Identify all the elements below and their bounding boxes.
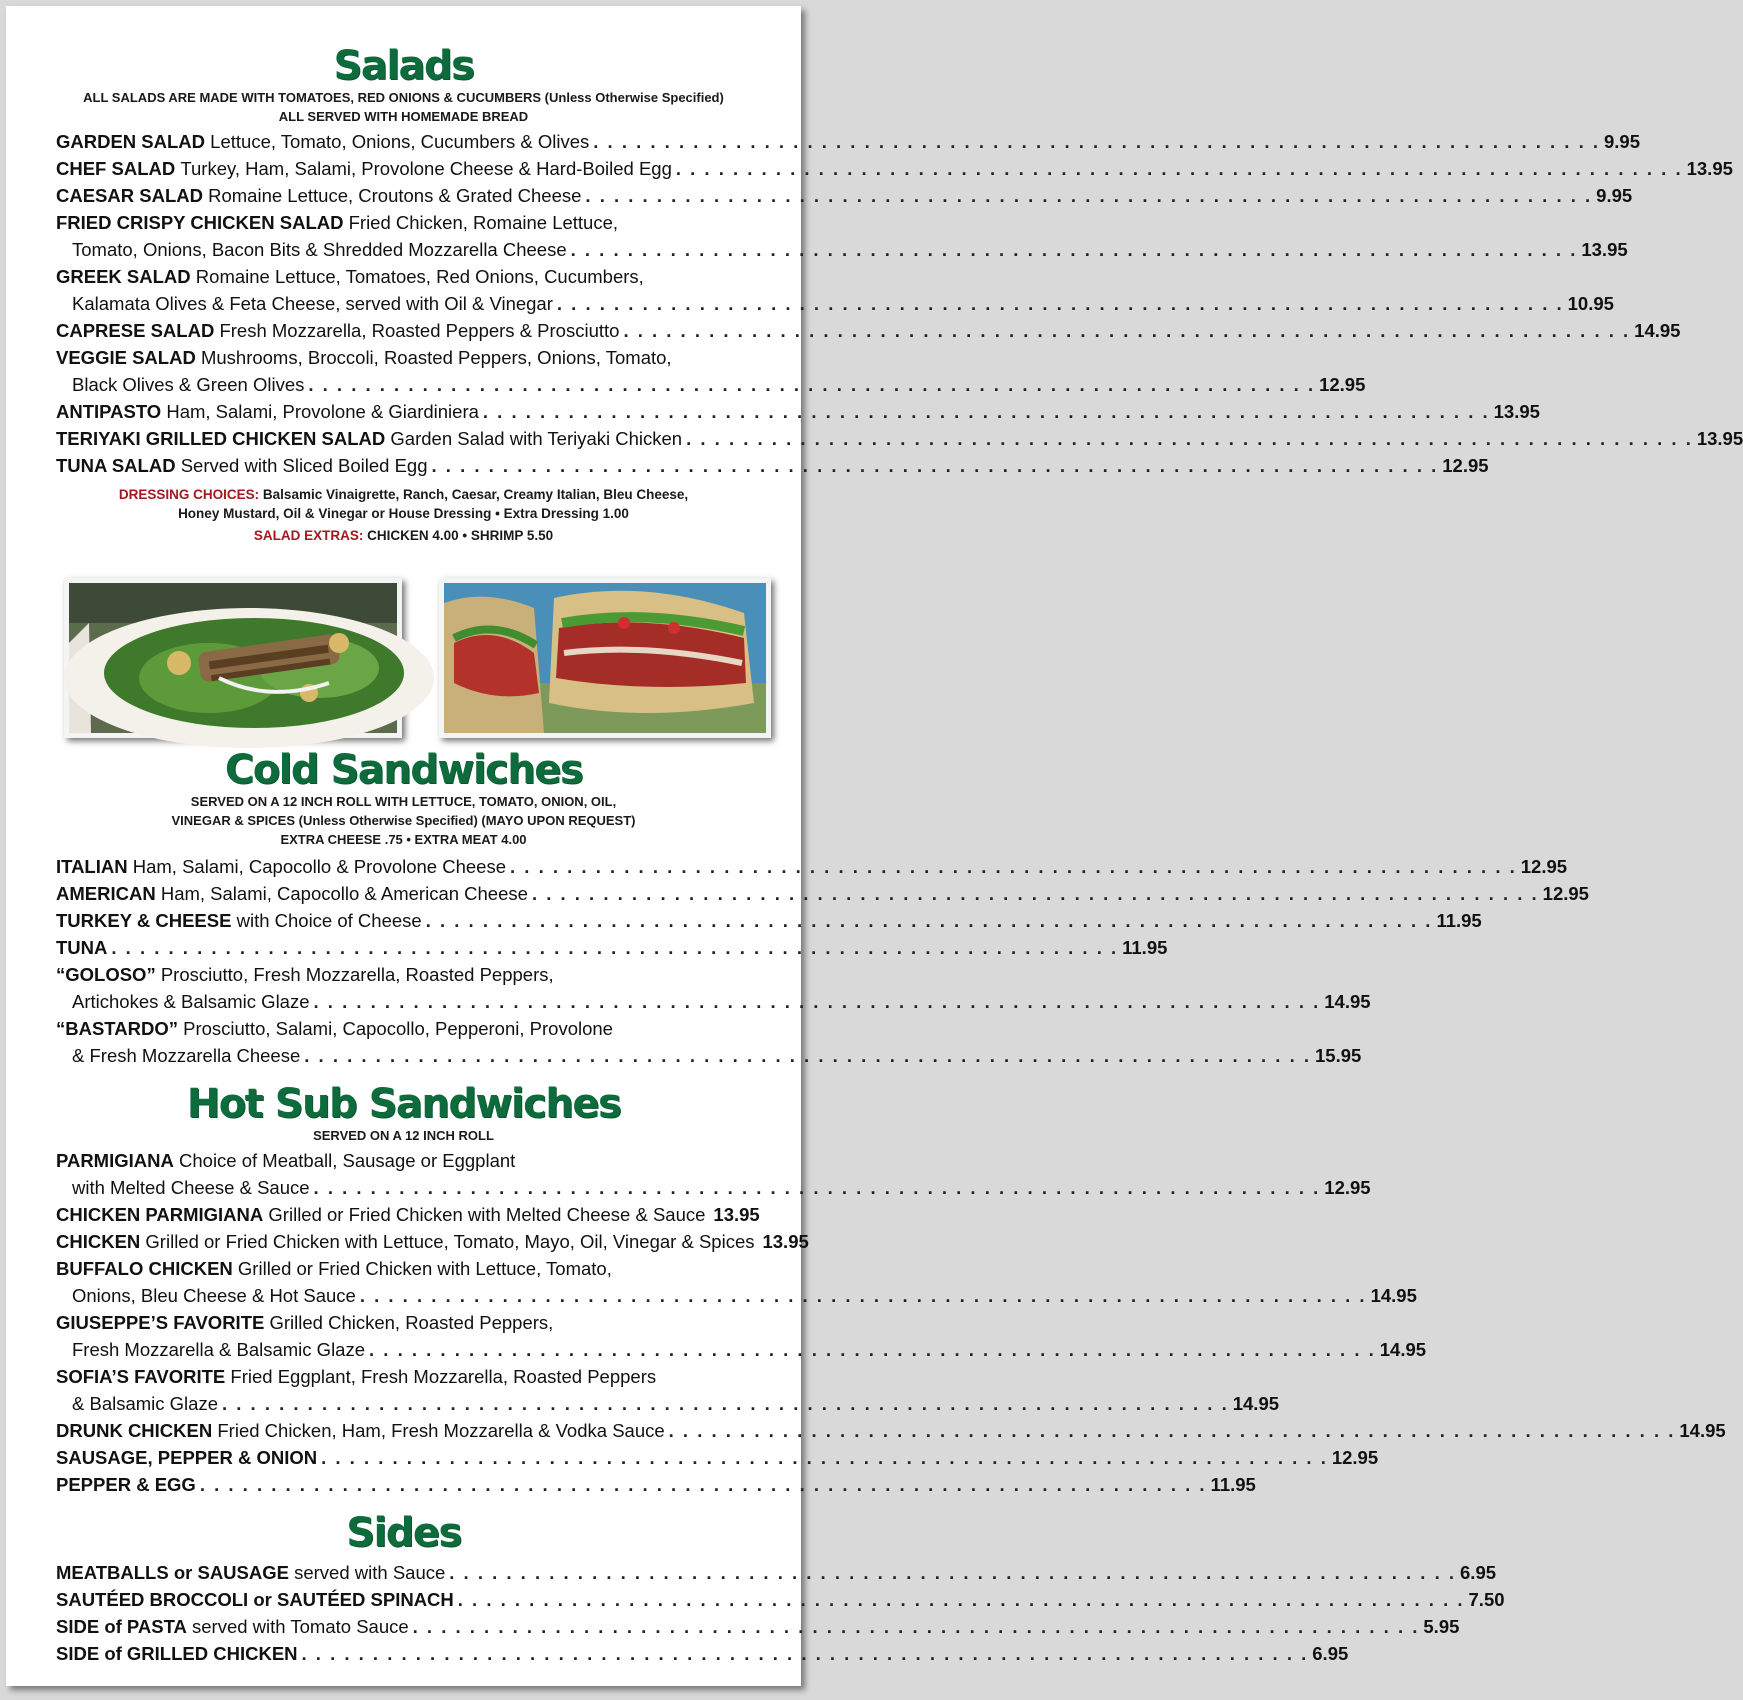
item-name: SIDE of PASTA xyxy=(56,1616,187,1637)
menu-item xyxy=(56,934,1168,961)
salads-section xyxy=(6,43,1743,545)
item-name: CAPRESE SALAD xyxy=(56,320,215,341)
cold-title: Cold Sandwiches xyxy=(224,747,583,793)
dressing-choices-2: Honey Mustard, Oil & Vinegar or House Dressing • Extra Dressing 1.00 xyxy=(178,506,629,521)
menu-item xyxy=(56,155,1733,182)
item-name: GIUSEPPE’S FAVORITE xyxy=(56,1312,265,1333)
dot-leader: . . . . . . . . . . . . . . . . . . . . . . . . . . . . . . . . . . . . . . . . . . . . . . . . . . . . . . . . . . . . . . . . . . . . . . . xyxy=(222,1393,1229,1414)
item-name: SOFIA’S FAVORITE xyxy=(56,1366,226,1387)
menu-item xyxy=(56,452,1489,479)
item-price: 14.95 xyxy=(1232,1393,1280,1414)
menu-item xyxy=(56,907,1482,934)
hot-note-1: SERVED ON A 12 INCH ROLL xyxy=(313,1128,494,1143)
dot-leader: . . . . . . . . . . . . . . . . . . . . . . . . . . . . . . . . . . . . . . . . . . . . . . . . . . . . . . . . . . . . . . . . . . . . . . . xyxy=(199,1474,1207,1495)
item-description: with Choice of Cheese xyxy=(236,910,422,931)
menu-item xyxy=(56,853,1568,880)
item-description: Fried Chicken, Ham, Fresh Mozzarella & Vodka Sauce xyxy=(217,1420,665,1441)
dot-leader: . . . . . . . . . . . . . . . . . . . . . . . . . . . . . . . . . . . . . . . . . . . . . . . . . . . . . . . . . . . . . . . . . . . . . . . xyxy=(449,1562,1457,1583)
menu-item-line xyxy=(56,1417,1726,1444)
menu-item xyxy=(56,1363,1280,1417)
item-description-2: Onions, Bleu Cheese & Hot Sauce xyxy=(72,1285,356,1306)
dressing-choices xyxy=(6,485,801,504)
extras-text: CHICKEN 4.00 • SHRIMP 5.50 xyxy=(367,528,554,543)
menu-item xyxy=(56,425,1743,452)
menu-item-line xyxy=(56,1640,1349,1667)
item-name: BUFFALO CHICKEN xyxy=(56,1258,233,1279)
menu-item xyxy=(56,1613,1460,1640)
dot-leader: . . . . . . . . . . . . . . . . . . . . . . . . . . . . . . . . . . . . . . . . . . . . . . . . . . . . . . . . . . . . . . . . . . . . . . . xyxy=(369,1339,1376,1360)
cold-note-3: EXTRA CHEESE .75 • EXTRA MEAT 4.00 xyxy=(280,832,527,847)
item-price: 14.95 xyxy=(1370,1285,1417,1306)
menu-item-line xyxy=(56,1147,759,1174)
item-price: 14.95 xyxy=(1324,991,1371,1012)
menu-item xyxy=(56,880,1589,907)
item-description-2: Tomato, Onions, Bacon Bits & Shredded Mozzarella Cheese xyxy=(72,239,567,260)
item-price: 5.95 xyxy=(1423,1616,1460,1637)
dot-leader: . . . . . . . . . . . . . . . . . . . . . . . . . . . . . . . . . . . . . . . . . . . . . . . . . . . . . . . . . . . . . . . . . . . . . . . xyxy=(623,320,1631,341)
item-description: Grilled Chicken, Roasted Peppers, xyxy=(269,1312,554,1333)
dot-leader: . . . . . . . . . . . . . . . . . . . . . . . . . . . . . . . . . . . . . . . . . . . . . . . . . . . . . . . . . . . . . . . . . . . . . . . xyxy=(111,937,1119,958)
menu-item-line xyxy=(56,1363,759,1390)
item-price: 13.95 xyxy=(762,1231,809,1252)
item-name: PEPPER & EGG xyxy=(56,1474,196,1495)
item-price: 11.95 xyxy=(1436,910,1482,931)
item-description: Choice of Meatball, Sausage or Eggplant xyxy=(179,1150,516,1171)
item-name: SIDE of GRILLED CHICKEN xyxy=(56,1643,298,1664)
menu-item-line-2 xyxy=(56,1282,1417,1309)
salads-note-1: ALL SALADS ARE MADE WITH TOMATOES, RED ONIONS & CUCUMBERS (Unless Otherwise Specified) xyxy=(83,90,724,105)
item-price: 12.95 xyxy=(1324,1177,1371,1198)
dot-leader: . . . . . . . . . . . . . . . . . . . . . . . . . . . . . . . . . . . . . . . . . . . . . . . . . . . . . . . . . . . . . . . . . . . . . . . xyxy=(585,185,1593,206)
item-name: FRIED CRISPY CHICKEN SALAD xyxy=(56,212,344,233)
dot-leader: . . . . . . . . . . . . . . . . . . . . . . . . . . . . . . . . . . . . . . . . . . . . . . . . . . . . . . . . . . . . . . . . . . . . . . . xyxy=(301,1643,1309,1664)
hot-title: Hot Sub Sandwiches xyxy=(186,1081,621,1127)
item-name: DRUNK CHICKEN xyxy=(56,1420,213,1441)
dot-leader: . . . . . . . . . . . . . . . . . . . . . . . . . . . . . . . . . . . . . . . . . . . . . . . . . . . . . . . . . . . . . . . . . . . . . . . xyxy=(412,1616,1420,1637)
item-description-2: & Balsamic Glaze xyxy=(72,1393,218,1414)
menu-item xyxy=(56,1015,1362,1069)
item-name: SAUSAGE, PEPPER & ONION xyxy=(56,1447,318,1468)
item-description: Fresh Mozzarella, Roasted Peppers & Prosciutto xyxy=(219,320,620,341)
item-description-2: with Melted Cheese & Sauce xyxy=(72,1177,310,1198)
dot-leader: . . . . . . . . . . . . . . . . . . . . . . . . . . . . . . . . . . . . . . . . . . . . . . . . . . . . . . . . . . . . . . . . . . . . . . . xyxy=(686,428,1693,449)
menu-item-line xyxy=(56,1201,759,1228)
item-price: 9.95 xyxy=(1604,131,1641,152)
item-name: CHICKEN PARMIGIANA xyxy=(56,1204,264,1225)
item-description-2: Fresh Mozzarella & Balsamic Glaze xyxy=(72,1339,366,1360)
item-description: Romaine Lettuce, Croutons & Grated Cheese xyxy=(208,185,582,206)
sides-section xyxy=(6,1510,1505,1667)
item-description: Turkey, Ham, Salami, Provolone Cheese & Hard-Boiled Egg xyxy=(180,158,672,179)
item-price: 13.95 xyxy=(1581,239,1628,260)
menu-item xyxy=(56,128,1641,155)
menu-item-line xyxy=(56,1613,1460,1640)
item-price: 13.95 xyxy=(1493,401,1540,422)
sandwich-photo xyxy=(439,578,771,738)
menu-item-line xyxy=(56,1228,809,1255)
item-name: SAUTÉED BROCCOLI or SAUTÉED SPINACH xyxy=(56,1589,454,1610)
dot-leader: . . . . . . . . . . . . . . . . . . . . . . . . . . . . . . . . . . . . . . . . . . . . . . . . . . . . . . . . . . . . . . . . . . . . . . . xyxy=(675,158,1683,179)
menu-item xyxy=(56,1640,1349,1667)
item-description: Served with Sliced Boiled Egg xyxy=(180,455,428,476)
item-name: TUNA SALAD xyxy=(56,455,176,476)
item-description: Ham, Salami, Capocollo & Provolone Cheese xyxy=(132,856,507,877)
item-description: Mushrooms, Broccoli, Roasted Peppers, Onions, Tomato, xyxy=(200,347,672,368)
menu-item-line xyxy=(56,317,1681,344)
menu-item xyxy=(56,182,1633,209)
menu-item-line xyxy=(56,1444,1379,1471)
menu-item xyxy=(56,1201,759,1228)
menu-item-line xyxy=(56,452,1489,479)
item-name: CAESAR SALAD xyxy=(56,185,203,206)
item-name: TERIYAKI GRILLED CHICKEN SALAD xyxy=(56,428,386,449)
menu-item-line xyxy=(56,425,1743,452)
item-name: MEATBALLS or SAUSAGE xyxy=(56,1562,289,1583)
menu-item-line-2 xyxy=(56,236,1628,263)
menu-item-line xyxy=(56,1471,1256,1498)
menu-item xyxy=(56,1471,1256,1498)
menu-item-line xyxy=(56,934,1168,961)
cold-sandwiches-section xyxy=(6,747,1589,1069)
salads-list xyxy=(6,128,1743,479)
dot-leader: . . . . . . . . . . . . . . . . . . . . . . . . . . . . . . . . . . . . . . . . . . . . . . . . . . . . . . . . . . . . . . . . . . . . . . . xyxy=(593,131,1600,152)
item-price: 12.95 xyxy=(1520,856,1568,877)
dot-leader: . . . . . . . . . . . . . . . . . . . . . . . . . . . . . . . . . . . . . . . . . . . . . . . . . . . . . . . . . . . . . . . . . . . . . . . xyxy=(313,991,1321,1012)
item-description: Ham, Salami, Capocollo & American Cheese xyxy=(160,883,528,904)
menu-item-line xyxy=(56,1015,759,1042)
menu-item xyxy=(56,263,1614,317)
item-price: 14.95 xyxy=(1379,1339,1427,1360)
menu-item-line xyxy=(56,853,1568,880)
sides-list xyxy=(6,1559,1505,1667)
dot-leader: . . . . . . . . . . . . . . . . . . . . . . . . . . . . . . . . . . . . . . . . . . . . . . . . . . . . . . . . . . . . . . . . . . . . . . . xyxy=(482,401,1490,422)
menu-item-line-2 xyxy=(56,371,1366,398)
menu-item-line xyxy=(56,155,1733,182)
item-description: Grilled or Fried Chicken with Lettuce, Tomato, xyxy=(237,1258,612,1279)
item-name: TURKEY & CHEESE xyxy=(56,910,232,931)
item-price: 11.95 xyxy=(1210,1474,1256,1495)
menu-item-line-2 xyxy=(56,290,1614,317)
dot-leader: . . . . . . . . . . . . . . . . . . . . . . . . . . . . . . . . . . . . . . . . . . . . . . . . . . . . . . . . . . . . . . . . . . . . . . . xyxy=(308,374,1316,395)
item-description-2: Black Olives & Green Olives xyxy=(72,374,305,395)
item-name: CHEF SALAD xyxy=(56,158,176,179)
dot-leader: . . . . . . . . . . . . . . . . . . . . . . . . . . . . . . . . . . . . . . . . . . . . . . . . . . . . . . . . . . . . . . . . . . . . . . . xyxy=(321,1447,1328,1468)
menu-item-line xyxy=(56,961,759,988)
item-price: 13.95 xyxy=(713,1204,760,1225)
item-price: 12.95 xyxy=(1319,374,1366,395)
item-description: served with Sauce xyxy=(294,1562,446,1583)
item-price: 6.95 xyxy=(1312,1643,1349,1664)
item-price: 7.50 xyxy=(1468,1589,1505,1610)
menu-item xyxy=(56,1417,1726,1444)
menu-item xyxy=(56,1147,1371,1201)
hot-list xyxy=(6,1147,1726,1498)
menu-item xyxy=(56,1309,1427,1363)
menu-item xyxy=(56,961,1371,1015)
item-price: 15.95 xyxy=(1315,1045,1362,1066)
dressing-label: DRESSING CHOICES: xyxy=(118,487,260,502)
item-price: 9.95 xyxy=(1596,185,1633,206)
item-price: 12.95 xyxy=(1331,1447,1379,1468)
menu-item xyxy=(56,1559,1497,1586)
cold-list xyxy=(6,853,1589,1069)
item-description: Ham, Salami, Provolone & Giardiniera xyxy=(166,401,479,422)
menu-item-line xyxy=(56,209,759,236)
item-name: VEGGIE SALAD xyxy=(56,347,196,368)
salads-title: Salads xyxy=(333,43,474,89)
item-price: 11.95 xyxy=(1122,937,1168,958)
hot-sandwiches-section xyxy=(6,1081,1726,1498)
item-description: Garden Salad with Teriyaki Chicken xyxy=(390,428,683,449)
dot-leader: . . . . . . . . . . . . . . . . . . . . . . . . . . . . . . . . . . . . . . . . . . . . . . . . . . . . . . . . . . . . . . . . . . . . . . . xyxy=(570,239,1578,260)
item-description: Grilled or Fried Chicken with Lettuce, Tomato, Mayo, Oil, Vinegar & Spices xyxy=(145,1231,755,1252)
item-description-2: & Fresh Mozzarella Cheese xyxy=(72,1045,301,1066)
item-name: “GOLOSO” xyxy=(56,964,156,985)
menu-item-line xyxy=(56,182,1633,209)
menu-item-line xyxy=(56,1586,1505,1613)
menu-item xyxy=(56,398,1540,425)
extras-label: SALAD EXTRAS: xyxy=(253,528,364,543)
item-name: AMERICAN xyxy=(56,883,156,904)
menu-item xyxy=(56,317,1681,344)
dot-leader: . . . . . . . . . . . . . . . . . . . . . . . . . . . . . . . . . . . . . . . . . . . . . . . . . . . . . . . . . . . . . . . . . . . . . . . xyxy=(531,883,1539,904)
item-name: GREEK SALAD xyxy=(56,266,191,287)
dot-leader: . . . . . . . . . . . . . . . . . . . . . . . . . . . . . . . . . . . . . . . . . . . . . . . . . . . . . . . . . . . . . . . . . . . . . . . xyxy=(359,1285,1367,1306)
item-price: 13.95 xyxy=(1696,428,1743,449)
item-name: CHICKEN xyxy=(56,1231,141,1252)
item-description: Grilled or Fried Chicken with Melted Cheese & Sauce xyxy=(268,1204,706,1225)
menu-item-line xyxy=(56,1255,759,1282)
menu-item-line-2 xyxy=(56,1042,1362,1069)
menu-item-line xyxy=(56,263,759,290)
dot-leader: . . . . . . . . . . . . . . . . . . . . . . . . . . . . . . . . . . . . . . . . . . . . . . . . . . . . . . . . . . . . . . . . . . . . . . . xyxy=(431,455,1439,476)
dot-leader: . . . . . . . . . . . . . . . . . . . . . . . . . . . . . . . . . . . . . . . . . . . . . . . . . . . . . . . . . . . . . . . . . . . . . . . xyxy=(510,856,1517,877)
sides-title: Sides xyxy=(346,1510,461,1556)
dot-leader: . . . . . . . . . . . . . . . . . . . . . . . . . . . . . . . . . . . . . . . . . . . . . . . . . . . . . . . . . . . . . . . . . . . . . . . xyxy=(304,1045,1311,1066)
item-name: ANTIPASTO xyxy=(56,401,162,422)
item-price: 13.95 xyxy=(1686,158,1733,179)
menu-item-line xyxy=(56,880,1589,907)
dot-leader: . . . . . . . . . . . . . . . . . . . . . . . . . . . . . . . . . . . . . . . . . . . . . . . . . . . . . . . . . . . . . . . . . . . . . . . xyxy=(556,293,1564,314)
menu-item xyxy=(56,1444,1379,1471)
menu-item-line-2 xyxy=(56,1336,1427,1363)
menu-item-line-2 xyxy=(56,988,1371,1015)
menu-item xyxy=(56,1586,1505,1613)
item-description: Lettuce, Tomato, Onions, Cucumbers & Olives xyxy=(210,131,590,152)
dot-leader: . . . . . . . . . . . . . . . . . . . . . . . . . . . . . . . . . . . . . . . . . . . . . . . . . . . . . . . . . . . . . . . . . . . . . . . xyxy=(425,910,1433,931)
menu-item-line-2 xyxy=(56,1174,1371,1201)
item-price: 12.95 xyxy=(1442,455,1489,476)
item-description: served with Tomato Sauce xyxy=(192,1616,409,1637)
menu-item-line xyxy=(56,128,1641,155)
item-price: 10.95 xyxy=(1567,293,1614,314)
menu-item-line xyxy=(56,344,759,371)
menu-item xyxy=(56,209,1628,263)
item-description: Fried Chicken, Romaine Lettuce, xyxy=(348,212,619,233)
dot-leader: . . . . . . . . . . . . . . . . . . . . . . . . . . . . . . . . . . . . . . . . . . . . . . . . . . . . . . . . . . . . . . . . . . . . . . . xyxy=(313,1177,1321,1198)
item-name: GARDEN SALAD xyxy=(56,131,206,152)
item-description: Fried Eggplant, Fresh Mozzarella, Roasted Peppers xyxy=(230,1366,657,1387)
menu-item-line xyxy=(56,398,1540,425)
cold-note-1: SERVED ON A 12 INCH ROLL WITH LETTUCE, TOMATO, ONION, OIL, xyxy=(190,794,617,809)
menu-item-line-2 xyxy=(56,1390,1280,1417)
menu-item xyxy=(56,1255,1417,1309)
cold-note-2: VINEGAR & SPICES (Unless Otherwise Specified) (MAYO UPON REQUEST) xyxy=(171,813,636,828)
item-description-2: Kalamata Olives & Feta Cheese, served with Oil & Vinegar xyxy=(72,293,553,314)
item-description: Romaine Lettuce, Tomatoes, Red Onions, Cucumbers, xyxy=(195,266,644,287)
menu-item-line xyxy=(56,1309,759,1336)
dot-leader: . . . . . . . . . . . . . . . . . . . . . . . . . . . . . . . . . . . . . . . . . . . . . . . . . . . . . . . . . . . . . . . . . . . . . . . xyxy=(457,1589,1465,1610)
item-description: Prosciutto, Fresh Mozzarella, Roasted Peppers, xyxy=(160,964,554,985)
item-price: 14.95 xyxy=(1679,1420,1726,1441)
dot-leader: . . . . . . . . . . . . . . . . . . . . . . . . . . . . . . . . . . . . . . . . . . . . . . . . . . . . . . . . . . . . . . . . . . . . . . . xyxy=(668,1420,1676,1441)
menu-item-line xyxy=(56,1559,1497,1586)
item-description: Prosciutto, Salami, Capocollo, Pepperoni, Provolone xyxy=(183,1018,613,1039)
menu-item xyxy=(56,344,1366,398)
item-name: TUNA xyxy=(56,937,108,958)
item-name: PARMIGIANA xyxy=(56,1150,174,1171)
item-price: 6.95 xyxy=(1460,1562,1497,1583)
item-price: 12.95 xyxy=(1542,883,1589,904)
menu-item-line xyxy=(56,907,1482,934)
menu-page xyxy=(6,6,1743,1686)
menu-item xyxy=(56,1228,809,1255)
item-name: ITALIAN xyxy=(56,856,128,877)
salad-extras xyxy=(6,526,801,545)
item-description-2: Artichokes & Balsamic Glaze xyxy=(72,991,310,1012)
dressing-text: Balsamic Vinaigrette, Ranch, Caesar, Creamy Italian, Bleu Cheese, xyxy=(262,487,689,502)
item-price: 14.95 xyxy=(1634,320,1681,341)
item-name: “BASTARDO” xyxy=(56,1018,178,1039)
salad-photo xyxy=(64,578,402,738)
salads-note-2: ALL SERVED WITH HOMEMADE BREAD xyxy=(278,109,529,124)
